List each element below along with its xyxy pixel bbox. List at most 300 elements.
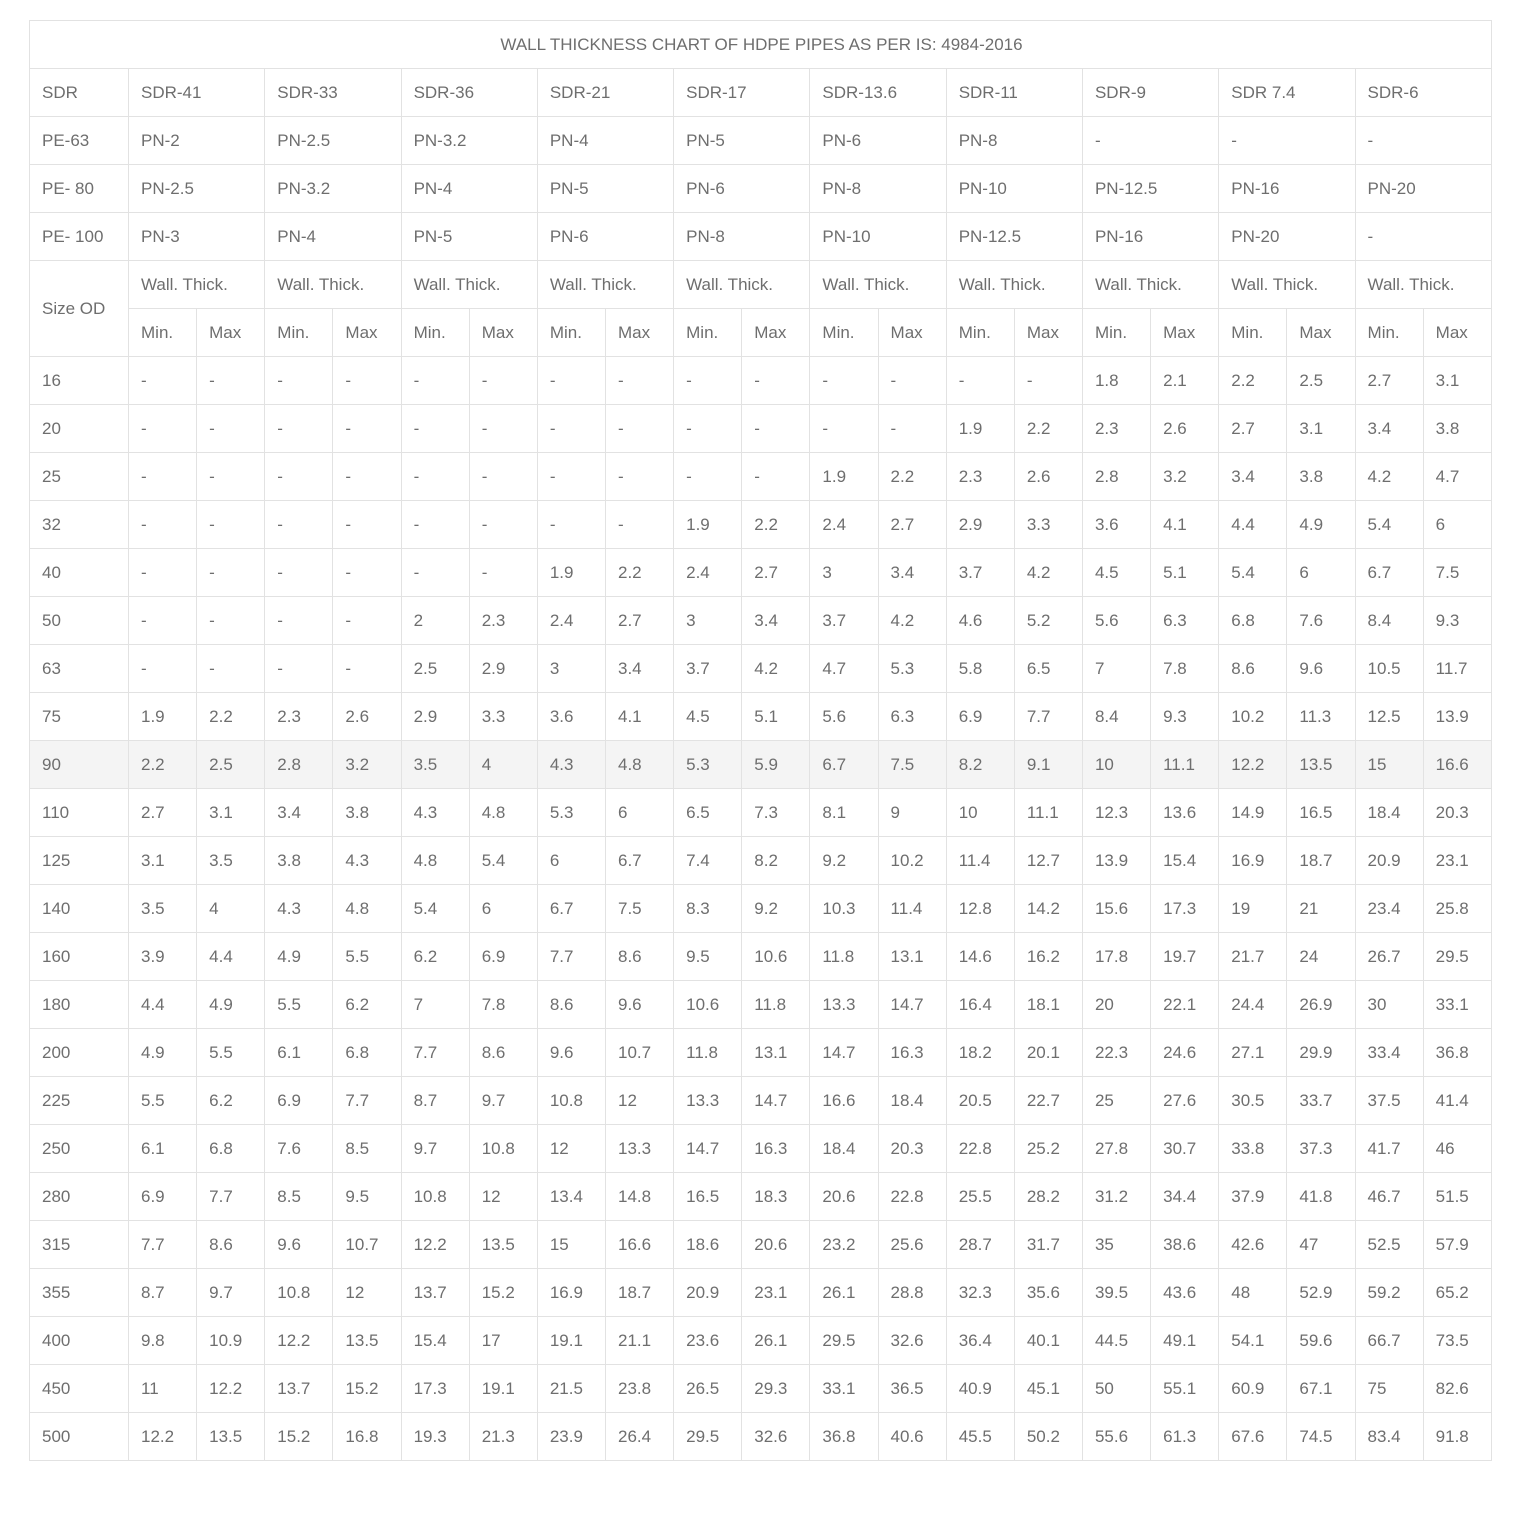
value-cell: 20.5 — [946, 1077, 1014, 1125]
value-cell: 2.2 — [197, 693, 265, 741]
value-cell: 8.2 — [742, 837, 810, 885]
value-cell: 20.6 — [810, 1173, 878, 1221]
value-cell: 10.6 — [742, 933, 810, 981]
max-header: Max — [1423, 309, 1491, 357]
value-cell: 4 — [197, 885, 265, 933]
value-cell: 41.7 — [1355, 1125, 1423, 1173]
value-cell: 10.7 — [333, 1221, 401, 1269]
table-row — [30, 1221, 1492, 1269]
value-cell: 3.5 — [129, 885, 197, 933]
value-cell: 8.3 — [674, 885, 742, 933]
value-cell: 4.5 — [674, 693, 742, 741]
sdr-corner-label: SDR — [30, 69, 129, 117]
value-cell: - — [333, 405, 401, 453]
sdr-col-header: SDR-41 — [129, 69, 265, 117]
value-cell: 20.9 — [674, 1269, 742, 1317]
value-cell: 18.4 — [810, 1125, 878, 1173]
value-cell: 14.9 — [1219, 789, 1287, 837]
value-cell: 37.3 — [1287, 1125, 1355, 1173]
value-cell: 13.7 — [401, 1269, 469, 1317]
value-cell: - — [197, 405, 265, 453]
value-cell: 59.6 — [1287, 1317, 1355, 1365]
size-cell: 180 — [30, 981, 129, 1029]
pn-cell: PN-8 — [810, 165, 946, 213]
value-cell: 9.7 — [197, 1269, 265, 1317]
value-cell: - — [537, 357, 605, 405]
value-cell: - — [878, 405, 946, 453]
value-cell: 3.4 — [878, 549, 946, 597]
pn-cell: PN-6 — [537, 213, 673, 261]
value-cell: 50.2 — [1014, 1413, 1082, 1461]
value-cell: 2.7 — [878, 501, 946, 549]
size-cell: 63 — [30, 645, 129, 693]
value-cell: 16.4 — [946, 981, 1014, 1029]
value-cell: 10.2 — [1219, 693, 1287, 741]
value-cell: 9.5 — [333, 1173, 401, 1221]
value-cell: 9.1 — [1014, 741, 1082, 789]
table-row — [30, 1173, 1492, 1221]
min-header: Min. — [1355, 309, 1423, 357]
size-cell: 225 — [30, 1077, 129, 1125]
value-cell: 17.8 — [1082, 933, 1150, 981]
value-cell: 19.3 — [401, 1413, 469, 1461]
value-cell: 34.4 — [1151, 1173, 1219, 1221]
value-cell: - — [129, 453, 197, 501]
value-cell: 20.3 — [1423, 789, 1491, 837]
value-cell: 7 — [401, 981, 469, 1029]
value-cell: 7.5 — [1423, 549, 1491, 597]
value-cell: 6.3 — [1151, 597, 1219, 645]
value-cell: 2.5 — [401, 645, 469, 693]
value-cell: 9.6 — [265, 1221, 333, 1269]
value-cell: - — [401, 405, 469, 453]
value-cell: 7.4 — [674, 837, 742, 885]
value-cell: 14.7 — [810, 1029, 878, 1077]
value-cell: - — [333, 597, 401, 645]
value-cell: 16.8 — [333, 1413, 401, 1461]
value-cell: 2.2 — [742, 501, 810, 549]
value-cell: 36.8 — [810, 1413, 878, 1461]
value-cell: 2.2 — [605, 549, 673, 597]
max-header: Max — [333, 309, 401, 357]
value-cell: - — [469, 549, 537, 597]
value-cell: 5.5 — [197, 1029, 265, 1077]
value-cell: 17.3 — [1151, 885, 1219, 933]
value-cell: 20.1 — [1014, 1029, 1082, 1077]
value-cell: 26.1 — [810, 1269, 878, 1317]
min-header: Min. — [265, 309, 333, 357]
value-cell: 2.4 — [537, 597, 605, 645]
value-cell: 3.6 — [1082, 501, 1150, 549]
size-cell: 250 — [30, 1125, 129, 1173]
value-cell: 1.9 — [537, 549, 605, 597]
table-row — [30, 549, 1492, 597]
value-cell: 9.8 — [129, 1317, 197, 1365]
value-cell: - — [333, 645, 401, 693]
value-cell: 4.3 — [537, 741, 605, 789]
table-row — [30, 1029, 1492, 1077]
value-cell: 11.8 — [810, 933, 878, 981]
value-cell: 8.5 — [265, 1173, 333, 1221]
value-cell: - — [605, 453, 673, 501]
value-cell: 12 — [469, 1173, 537, 1221]
value-cell: 16.9 — [537, 1269, 605, 1317]
value-cell: 4.8 — [469, 789, 537, 837]
pe-row-label: PE- 100 — [30, 213, 129, 261]
pn-cell: PN-3.2 — [265, 165, 401, 213]
size-cell: 75 — [30, 693, 129, 741]
pn-cell: PN-4 — [265, 213, 401, 261]
sdr-col-header: SDR-13.6 — [810, 69, 946, 117]
value-cell: 25.5 — [946, 1173, 1014, 1221]
value-cell: 36.8 — [1423, 1029, 1491, 1077]
value-cell: 24 — [1287, 933, 1355, 981]
sdr-col-header: SDR 7.4 — [1219, 69, 1355, 117]
value-cell: 7.6 — [265, 1125, 333, 1173]
value-cell: 46.7 — [1355, 1173, 1423, 1221]
value-cell: 83.4 — [1355, 1413, 1423, 1461]
value-cell: 3.7 — [946, 549, 1014, 597]
value-cell: 2 — [401, 597, 469, 645]
value-cell: 28.8 — [878, 1269, 946, 1317]
value-cell: 25.8 — [1423, 885, 1491, 933]
value-cell: - — [197, 501, 265, 549]
value-cell: 26.9 — [1287, 981, 1355, 1029]
max-header: Max — [1151, 309, 1219, 357]
pn-cell: PN-8 — [946, 117, 1082, 165]
max-header: Max — [1014, 309, 1082, 357]
value-cell: 20.9 — [1355, 837, 1423, 885]
value-cell: 15.4 — [1151, 837, 1219, 885]
value-cell: 7.6 — [1287, 597, 1355, 645]
value-cell: 2.7 — [1355, 357, 1423, 405]
value-cell: 5.3 — [674, 741, 742, 789]
value-cell: - — [401, 453, 469, 501]
value-cell: 54.1 — [1219, 1317, 1287, 1365]
value-cell: 2.7 — [1219, 405, 1287, 453]
value-cell: 40.6 — [878, 1413, 946, 1461]
min-header: Min. — [129, 309, 197, 357]
value-cell: - — [265, 645, 333, 693]
wall-thick-header-row — [30, 261, 1492, 309]
value-cell: 7.7 — [333, 1077, 401, 1125]
value-cell: 15 — [537, 1221, 605, 1269]
min-header: Min. — [1082, 309, 1150, 357]
value-cell: 38.6 — [1151, 1221, 1219, 1269]
value-cell: 22.8 — [946, 1125, 1014, 1173]
sdr-col-header: SDR-21 — [537, 69, 673, 117]
value-cell: 5.6 — [810, 693, 878, 741]
table-row — [30, 1077, 1492, 1125]
wall-thick-header: Wall. Thick. — [810, 261, 946, 309]
size-cell: 500 — [30, 1413, 129, 1461]
table-row — [30, 597, 1492, 645]
table-row — [30, 693, 1492, 741]
value-cell: 10 — [1082, 741, 1150, 789]
value-cell: 55.1 — [1151, 1365, 1219, 1413]
pn-cell: - — [1219, 117, 1355, 165]
value-cell: - — [197, 357, 265, 405]
value-cell: - — [197, 453, 265, 501]
value-cell: 9.7 — [469, 1077, 537, 1125]
value-cell: 20.6 — [742, 1221, 810, 1269]
value-cell: 2.4 — [810, 501, 878, 549]
value-cell: 5.5 — [129, 1077, 197, 1125]
value-cell: 26.5 — [674, 1365, 742, 1413]
value-cell: 2.4 — [674, 549, 742, 597]
value-cell: 9.6 — [605, 981, 673, 1029]
value-cell: 51.5 — [1423, 1173, 1491, 1221]
value-cell: 2.3 — [1082, 405, 1150, 453]
value-cell: 6 — [469, 885, 537, 933]
sdr-col-header: SDR-6 — [1355, 69, 1491, 117]
value-cell: 3.4 — [605, 645, 673, 693]
value-cell: 67.6 — [1219, 1413, 1287, 1461]
value-cell: 36.4 — [946, 1317, 1014, 1365]
value-cell: - — [674, 405, 742, 453]
value-cell: 16.3 — [878, 1029, 946, 1077]
value-cell: 6.2 — [197, 1077, 265, 1125]
value-cell: - — [605, 501, 673, 549]
value-cell: 11.4 — [946, 837, 1014, 885]
value-cell: 42.6 — [1219, 1221, 1287, 1269]
size-od-header: Size OD — [30, 261, 129, 357]
value-cell: 16.6 — [810, 1077, 878, 1125]
value-cell: 7.7 — [537, 933, 605, 981]
value-cell: 5.4 — [401, 885, 469, 933]
value-cell: - — [197, 645, 265, 693]
value-cell: 3.4 — [1355, 405, 1423, 453]
pn-cell: PN-2.5 — [265, 117, 401, 165]
value-cell: 24.4 — [1219, 981, 1287, 1029]
value-cell: 2.7 — [742, 549, 810, 597]
value-cell: 33.7 — [1287, 1077, 1355, 1125]
value-cell: 8.7 — [401, 1077, 469, 1125]
value-cell: 15.2 — [265, 1413, 333, 1461]
max-header: Max — [605, 309, 673, 357]
value-cell: 22.7 — [1014, 1077, 1082, 1125]
value-cell: 17 — [469, 1317, 537, 1365]
value-cell: 6.5 — [1014, 645, 1082, 693]
value-cell: 73.5 — [1423, 1317, 1491, 1365]
value-cell: 28.7 — [946, 1221, 1014, 1269]
value-cell: 26.7 — [1355, 933, 1423, 981]
value-cell: 13.7 — [265, 1365, 333, 1413]
value-cell: 2.3 — [265, 693, 333, 741]
value-cell: 1.9 — [810, 453, 878, 501]
value-cell: - — [129, 597, 197, 645]
value-cell: 4.8 — [605, 741, 673, 789]
value-cell: 13.5 — [469, 1221, 537, 1269]
value-cell: 3.2 — [1151, 453, 1219, 501]
value-cell: - — [537, 453, 605, 501]
value-cell: 5.1 — [1151, 549, 1219, 597]
value-cell: 1.9 — [129, 693, 197, 741]
value-cell: 6.7 — [1355, 549, 1423, 597]
pn-cell: PN-8 — [674, 213, 810, 261]
value-cell: 8.7 — [129, 1269, 197, 1317]
value-cell: 91.8 — [1423, 1413, 1491, 1461]
pe-row-label: PE-63 — [30, 117, 129, 165]
value-cell: 29.5 — [810, 1317, 878, 1365]
value-cell: - — [265, 453, 333, 501]
value-cell: 2.8 — [265, 741, 333, 789]
value-cell: 33.1 — [810, 1365, 878, 1413]
value-cell: 14.8 — [605, 1173, 673, 1221]
value-cell: 13.9 — [1082, 837, 1150, 885]
value-cell: 21.7 — [1219, 933, 1287, 981]
value-cell: 3.9 — [129, 933, 197, 981]
value-cell: 12.2 — [197, 1365, 265, 1413]
pn-cell: - — [1355, 117, 1491, 165]
value-cell: 6.1 — [129, 1125, 197, 1173]
value-cell: 4.3 — [333, 837, 401, 885]
wall-thickness-table — [29, 20, 1492, 1461]
value-cell: 5.2 — [1014, 597, 1082, 645]
min-header: Min. — [401, 309, 469, 357]
size-cell: 16 — [30, 357, 129, 405]
table-row — [30, 837, 1492, 885]
value-cell: 22.8 — [878, 1173, 946, 1221]
value-cell: 3.6 — [537, 693, 605, 741]
value-cell: 3.2 — [333, 741, 401, 789]
min-header: Min. — [810, 309, 878, 357]
table-row — [30, 1365, 1492, 1413]
value-cell: 4.8 — [333, 885, 401, 933]
value-cell: 6.5 — [674, 789, 742, 837]
value-cell: - — [129, 501, 197, 549]
value-cell: 18.2 — [946, 1029, 1014, 1077]
table-row — [30, 1413, 1492, 1461]
value-cell: 3.1 — [1423, 357, 1491, 405]
value-cell: 4.9 — [197, 981, 265, 1029]
value-cell: 4.4 — [197, 933, 265, 981]
value-cell: 18.7 — [605, 1269, 673, 1317]
value-cell: 4.2 — [1355, 453, 1423, 501]
value-cell: - — [605, 405, 673, 453]
table-row — [30, 981, 1492, 1029]
pn-cell: PN-16 — [1219, 165, 1355, 213]
size-cell: 90 — [30, 741, 129, 789]
pn-cell: PN-12.5 — [1082, 165, 1218, 213]
value-cell: 5.9 — [742, 741, 810, 789]
value-cell: 35.6 — [1014, 1269, 1082, 1317]
pn-cell: PN-12.5 — [946, 213, 1082, 261]
value-cell: 10.3 — [810, 885, 878, 933]
value-cell: 26.1 — [742, 1317, 810, 1365]
table-row — [30, 405, 1492, 453]
value-cell: 7.7 — [401, 1029, 469, 1077]
table-body — [30, 357, 1492, 1461]
size-cell: 25 — [30, 453, 129, 501]
value-cell: 9.5 — [674, 933, 742, 981]
value-cell: 27.1 — [1219, 1029, 1287, 1077]
value-cell: 19 — [1219, 885, 1287, 933]
value-cell: 18.1 — [1014, 981, 1082, 1029]
value-cell: 4.9 — [1287, 501, 1355, 549]
value-cell: 2.9 — [401, 693, 469, 741]
value-cell: 49.1 — [1151, 1317, 1219, 1365]
value-cell: 50 — [1082, 1365, 1150, 1413]
value-cell: 13.5 — [197, 1413, 265, 1461]
value-cell: 4.2 — [1014, 549, 1082, 597]
value-cell: 31.7 — [1014, 1221, 1082, 1269]
value-cell: 12.2 — [1219, 741, 1287, 789]
table-row — [30, 933, 1492, 981]
value-cell: - — [265, 549, 333, 597]
value-cell: 6.7 — [810, 741, 878, 789]
value-cell: - — [742, 357, 810, 405]
value-cell: 4.5 — [1082, 549, 1150, 597]
pn-cell: PN-20 — [1219, 213, 1355, 261]
value-cell: 5.3 — [537, 789, 605, 837]
value-cell: 37.5 — [1355, 1077, 1423, 1125]
pn-cell: PN-10 — [946, 165, 1082, 213]
table-title: WALL THICKNESS CHART OF HDPE PIPES AS PER IS: 4984-2016 — [30, 21, 1492, 69]
value-cell: 2.5 — [1287, 357, 1355, 405]
value-cell: 19.1 — [469, 1365, 537, 1413]
value-cell: - — [129, 357, 197, 405]
value-cell: 12 — [537, 1125, 605, 1173]
wall-thick-header: Wall. Thick. — [265, 261, 401, 309]
value-cell: 4.7 — [810, 645, 878, 693]
value-cell: 2.2 — [878, 453, 946, 501]
value-cell: - — [674, 357, 742, 405]
wall-thick-header: Wall. Thick. — [1355, 261, 1491, 309]
value-cell: 23.6 — [674, 1317, 742, 1365]
value-cell: 33.1 — [1423, 981, 1491, 1029]
value-cell: 5.3 — [878, 645, 946, 693]
value-cell: 4.3 — [265, 885, 333, 933]
max-header: Max — [469, 309, 537, 357]
value-cell: 15 — [1355, 741, 1423, 789]
value-cell: 12.5 — [1355, 693, 1423, 741]
value-cell: 6.2 — [333, 981, 401, 1029]
value-cell: 5.1 — [742, 693, 810, 741]
pe100-row — [30, 213, 1492, 261]
pn-cell: PN-5 — [401, 213, 537, 261]
value-cell: 3.5 — [401, 741, 469, 789]
value-cell: - — [674, 453, 742, 501]
value-cell: 3.8 — [1423, 405, 1491, 453]
value-cell: 14.7 — [742, 1077, 810, 1125]
value-cell: 6.2 — [401, 933, 469, 981]
value-cell: 4.4 — [129, 981, 197, 1029]
value-cell: 45.1 — [1014, 1365, 1082, 1413]
value-cell: 16.9 — [1219, 837, 1287, 885]
value-cell: 16.6 — [605, 1221, 673, 1269]
value-cell: 12.2 — [401, 1221, 469, 1269]
value-cell: 4.2 — [878, 597, 946, 645]
size-cell: 160 — [30, 933, 129, 981]
value-cell: 41.8 — [1287, 1173, 1355, 1221]
value-cell: 3.5 — [197, 837, 265, 885]
value-cell: - — [333, 501, 401, 549]
value-cell: 7.7 — [1014, 693, 1082, 741]
value-cell: 2.3 — [469, 597, 537, 645]
value-cell: - — [469, 405, 537, 453]
value-cell: 13.4 — [537, 1173, 605, 1221]
pn-cell: PN-5 — [674, 117, 810, 165]
value-cell: - — [810, 405, 878, 453]
value-cell: 23.1 — [1423, 837, 1491, 885]
min-max-header-row — [30, 309, 1492, 357]
value-cell: 7.5 — [878, 741, 946, 789]
value-cell: 29.9 — [1287, 1029, 1355, 1077]
value-cell: 5.4 — [1355, 501, 1423, 549]
value-cell: 3 — [537, 645, 605, 693]
value-cell: 20 — [1082, 981, 1150, 1029]
